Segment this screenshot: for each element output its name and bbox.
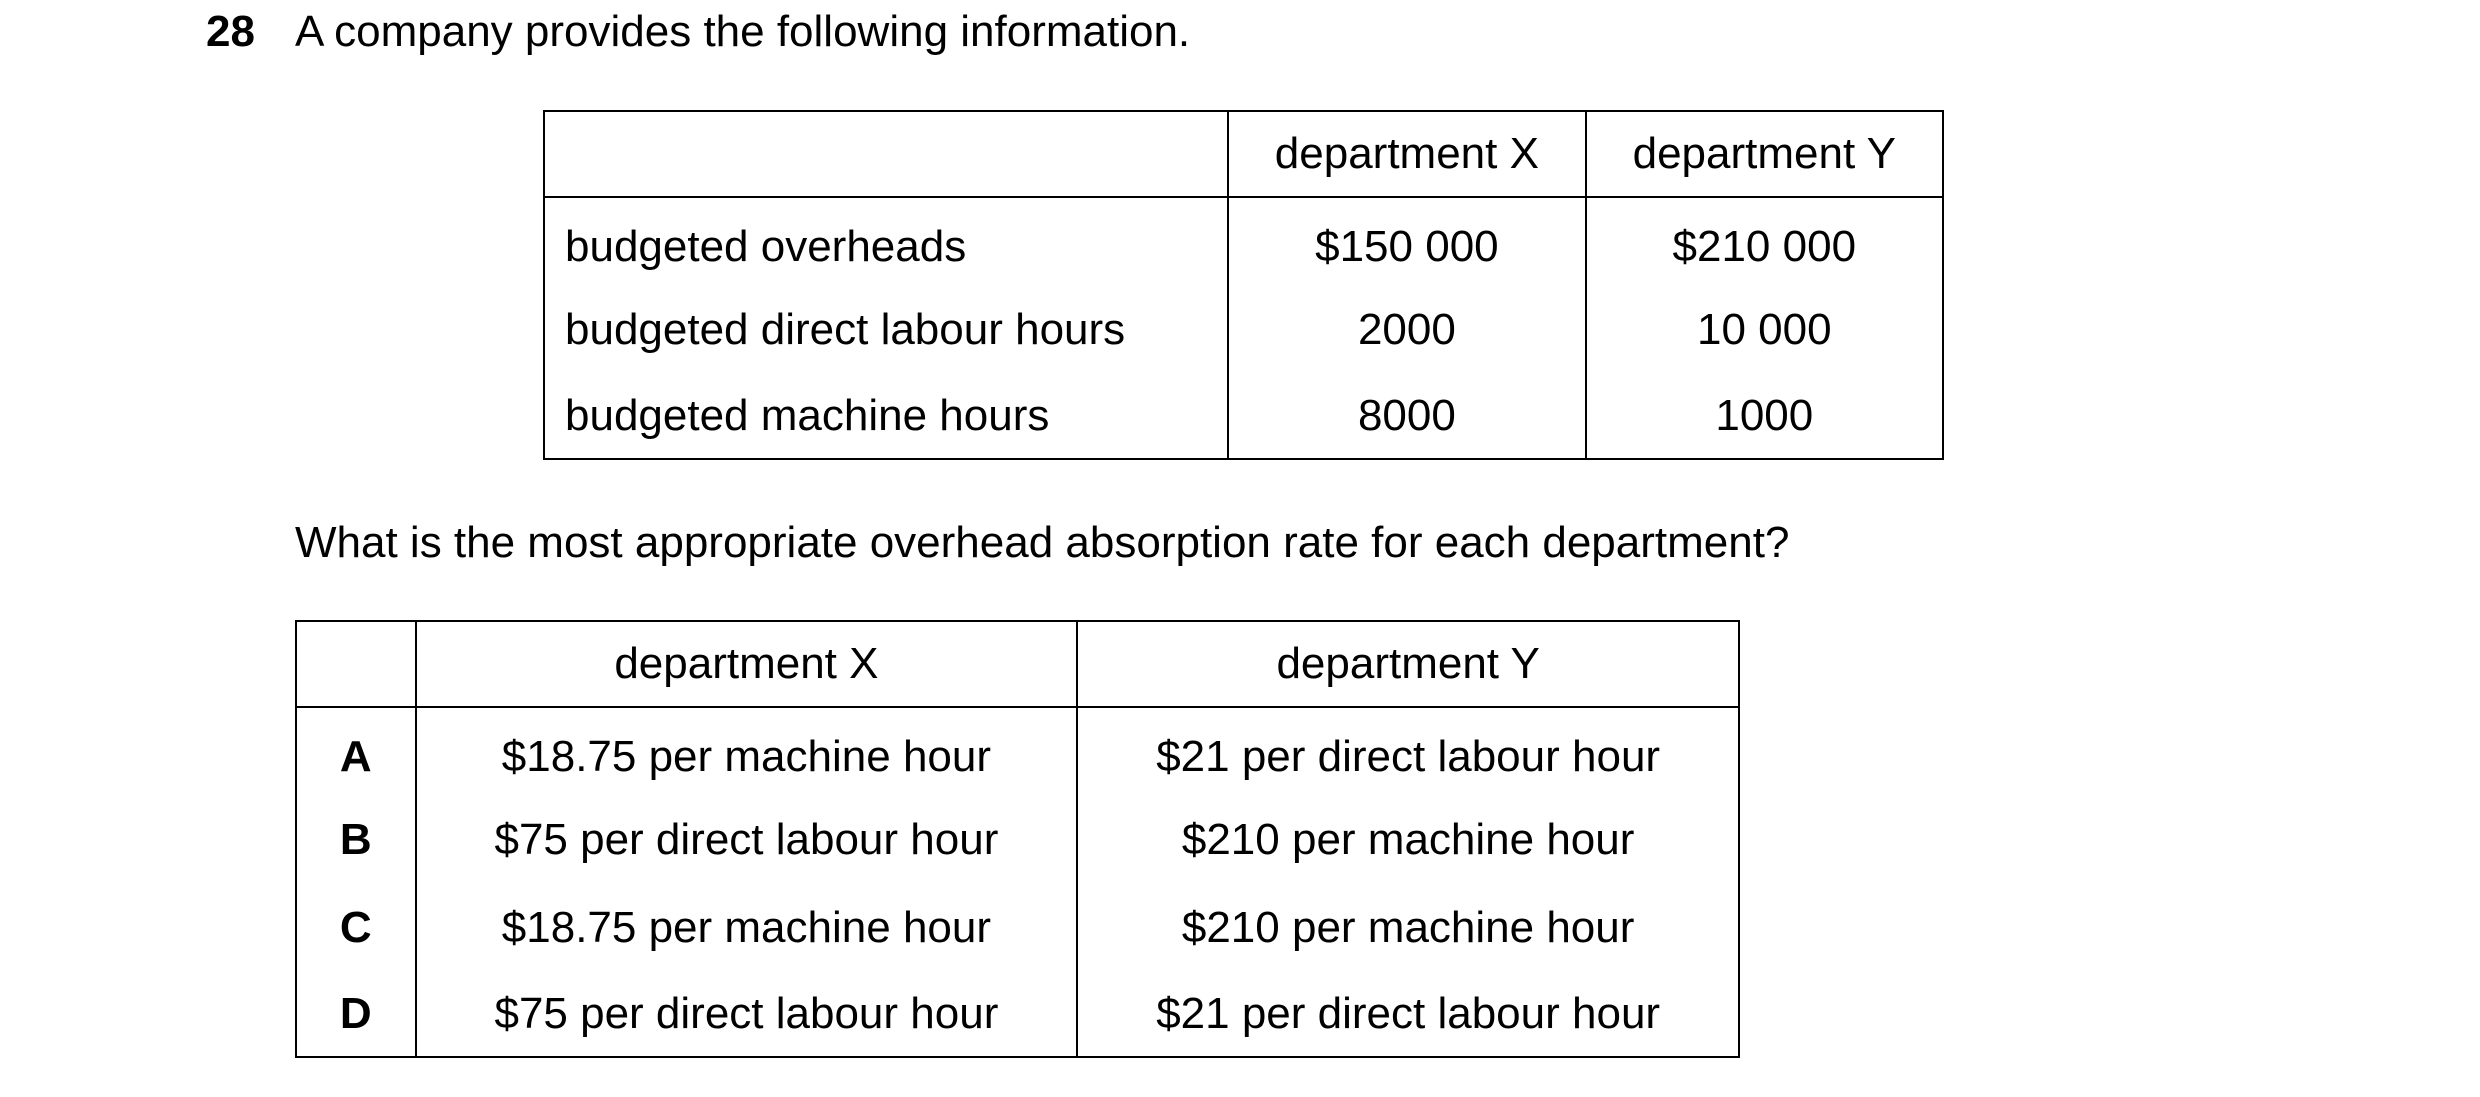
info-header-department-y: department Y: [1586, 111, 1943, 197]
info-row-x-value: 8000: [1228, 374, 1585, 459]
options-table-header-row: [296, 621, 1739, 707]
option-x-value: $75 per direct labour hour: [416, 796, 1078, 884]
info-row-label: budgeted machine hours: [565, 391, 1050, 440]
option-row-d[interactable]: [296, 972, 1739, 1057]
info-row-x-value: 2000: [1228, 286, 1585, 374]
option-y-value: $210 per machine hour: [1077, 796, 1739, 884]
question-number: 28: [206, 7, 255, 56]
question-stem: A company provides the following information.: [295, 7, 1191, 56]
question-prompt: What is the most appropriate overhead absorption rate for each department?: [295, 518, 1790, 567]
option-key[interactable]: A: [339, 732, 372, 781]
table-row: [544, 286, 1943, 374]
info-row-y-value: $210 000: [1586, 197, 1943, 286]
option-y-value: $21 per direct labour hour: [1077, 972, 1739, 1057]
info-header-department-x: department X: [1228, 111, 1585, 197]
option-row-b[interactable]: [296, 796, 1739, 884]
option-row-c[interactable]: [296, 884, 1739, 972]
info-row-label: budgeted direct labour hours: [565, 305, 1126, 354]
table-row: [544, 197, 1943, 286]
options-table: [295, 620, 1740, 1058]
options-header-blank: [296, 621, 416, 707]
option-x-value: $18.75 per machine hour: [416, 707, 1078, 796]
info-row-y-value: 1000: [1586, 374, 1943, 459]
option-y-value: $21 per direct labour hour: [1077, 707, 1739, 796]
info-row-x-value: $150 000: [1228, 197, 1585, 286]
option-key[interactable]: B: [339, 815, 372, 864]
info-row-y-value: 10 000: [1586, 286, 1943, 374]
table-row: [544, 374, 1943, 459]
option-row-a[interactable]: [296, 707, 1739, 796]
info-row-label: budgeted overheads: [565, 222, 967, 271]
info-table: [543, 110, 1944, 460]
option-x-value: $75 per direct labour hour: [416, 972, 1078, 1057]
info-table-header-row: [544, 111, 1943, 197]
option-key[interactable]: C: [339, 903, 372, 952]
info-header-blank: [544, 111, 1228, 197]
option-x-value: $18.75 per machine hour: [416, 884, 1078, 972]
options-header-department-x: department X: [416, 621, 1078, 707]
options-header-department-y: department Y: [1077, 621, 1739, 707]
option-y-value: $210 per machine hour: [1077, 884, 1739, 972]
option-key[interactable]: D: [339, 989, 372, 1038]
